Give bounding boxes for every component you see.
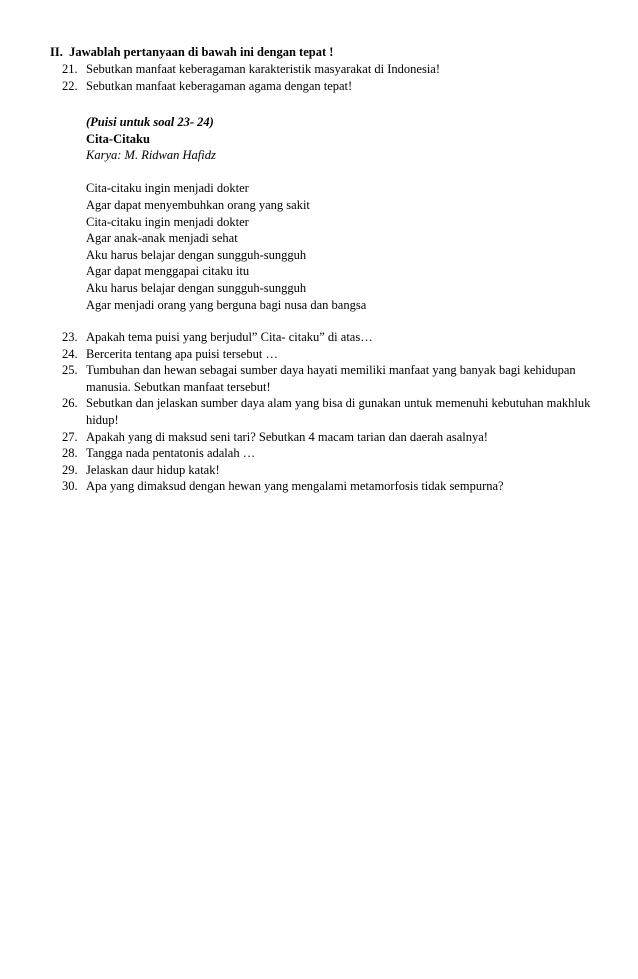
poem-author: Karya: M. Ridwan Hafidz <box>86 148 216 163</box>
question-item <box>0 462 600 479</box>
question-text: Apa yang dimaksud dengan hewan yang mengalami metamorfosis tidak sempurna? <box>86 479 504 494</box>
question-list-b <box>0 329 600 495</box>
poem-line: Aku harus belajar dengan sungguh-sungguh <box>86 247 307 262</box>
question-text: Jelaskan daur hidup katak! <box>86 462 220 477</box>
question-item <box>0 329 600 346</box>
poem-line: Cita-citaku ingin menjadi dokter <box>86 214 249 229</box>
question-item <box>0 346 600 363</box>
question-item <box>0 395 600 428</box>
question-text: Sebutkan manfaat keberagaman karakteristik masyarakat di Indonesia! <box>86 62 441 76</box>
question-number: 23. <box>62 330 78 344</box>
question-number: 21. <box>62 62 78 76</box>
poem-line: Agar menjadi orang yang berguna bagi nusa dan bangsa <box>86 297 367 312</box>
question-text: Sebutkan dan jelaskan sumber daya alam yang bisa di gunakan untuk memenuhi kebutuhan makhluk hidup! <box>86 396 591 427</box>
question-number: 25. <box>62 363 78 378</box>
section-title: Jawablah pertanyaan di bawah ini dengan tepat ! <box>69 45 334 59</box>
question-text: Apakah tema puisi yang berjudul” Cita- citaku” di atas… <box>86 330 373 344</box>
question-item <box>0 478 600 495</box>
question-text: Bercerita tentang apa puisi tersebut … <box>86 346 278 361</box>
question-list-a <box>0 61 600 94</box>
poem-line: Agar dapat menggapai citaku itu <box>86 264 250 279</box>
question-text: Tumbuhan dan hewan sebagai sumber daya hayati memiliki manfaat yang banyak bagi kehidupan manusia. Sebutkan manfaat tersebut! <box>86 363 576 394</box>
section-number: II. <box>50 45 63 59</box>
section-heading <box>50 44 333 61</box>
question-number: 27. <box>62 429 78 444</box>
poem-spacer <box>86 164 606 181</box>
poem-line: Agar anak-anak menjadi sehat <box>86 231 238 246</box>
poem-title: Cita-Citaku <box>86 131 150 146</box>
question-number: 26. <box>62 396 78 411</box>
poem-block <box>86 114 606 313</box>
question-number: 22. <box>62 78 78 93</box>
poem-source-note: (Puisi untuk soal 23- 24) <box>86 115 214 129</box>
question-item <box>0 445 600 462</box>
question-number: 24. <box>62 346 78 361</box>
question-number: 30. <box>62 479 78 494</box>
question-text: Sebutkan manfaat keberagaman agama dengan tepat! <box>86 78 353 93</box>
question-text: Tangga nada pentatonis adalah … <box>86 446 256 461</box>
question-number: 29. <box>62 462 78 477</box>
poem-line: Agar dapat menyembuhkan orang yang sakit <box>86 197 310 212</box>
question-number: 28. <box>62 446 78 461</box>
poem-line: Cita-citaku ingin menjadi dokter <box>86 181 249 196</box>
poem-line: Aku harus belajar dengan sungguh-sungguh <box>86 280 307 295</box>
question-text: Apakah yang di maksud seni tari? Sebutkan 4 macam tarian dan daerah asalnya! <box>86 429 488 444</box>
question-item <box>0 362 600 395</box>
question-item <box>0 78 600 95</box>
question-item <box>0 61 600 78</box>
question-item <box>0 429 600 446</box>
